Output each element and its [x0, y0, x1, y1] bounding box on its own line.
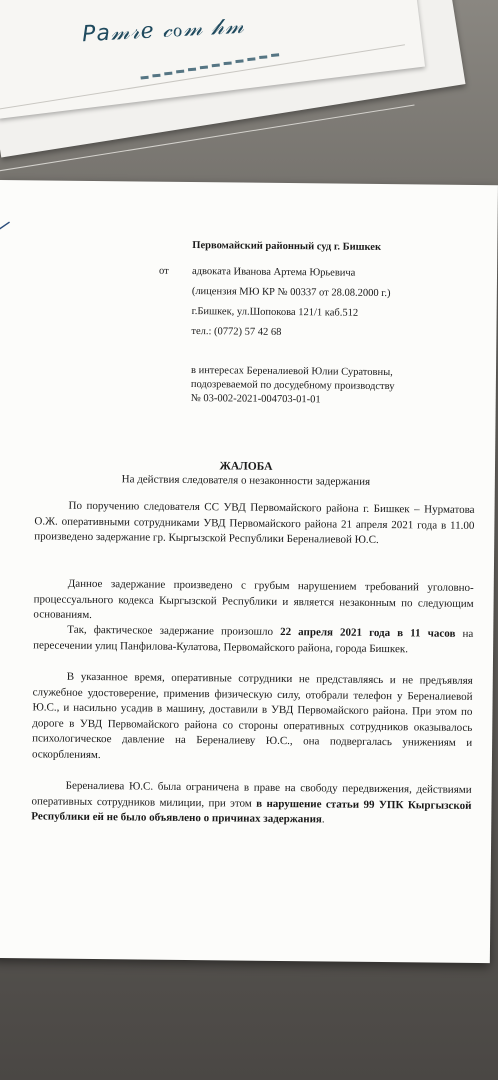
license-info: (лицензия МЮ КР № 00337 от 28.08.2000 г.)	[191, 286, 391, 300]
paragraph-5-reason: ей не было объявлено о причинах задержания	[92, 811, 322, 826]
interest-line-2: подозреваемой по досудебному производству	[190, 379, 395, 393]
paragraph-2: Данное задержание произведено с грубым нарушением требований уголовно-процессуального кодекса Кыргызской Республики и является незаконным по следующим основаниям.	[33, 577, 474, 622]
lawyer-phone: тел.: (0772) 57 42 68	[191, 326, 282, 338]
interest-line-1: в интересах Береналиевой Юлии Суратовны,	[190, 365, 393, 379]
lawyer-address: г.Бишкек, ул.Шопокова 121/1 каб.512	[191, 306, 359, 319]
paragraph-1: По поручению следователя СС УВД Первомайского района г. Бишкек – Нурматова О.Ж. оперативными сотрудниками УВД Первомайского района 21 апреля 2021 года в 11.00 произведено задержание гр. Кыргызской Республики Береналиевой Ю.С.	[34, 499, 475, 547]
pen-mark	[0, 220, 12, 230]
case-number: № 03-002-2021-004703-01-01	[190, 393, 321, 406]
paragraph-3	[33, 622, 473, 658]
lawyer-name: адвоката Иванова Артема Юрьевича	[191, 266, 356, 279]
complaint-document	[0, 180, 498, 963]
from-label: от	[158, 265, 169, 277]
paragraph-5-text-a: Береналиева Ю.С. была ограничена в праве на свободу передвижения, действиями оперативных сотрудников милиции, при этом	[31, 779, 472, 810]
paragraph-3-text-b: на пересечении улиц Панфилова-Кулатова, Первомайского района, города Бишкек.	[33, 627, 474, 655]
handwritten-note: Pa𝓂𝓇ℯ 𝒸ℴ𝓂 𝒽𝓂	[81, 13, 246, 48]
paragraph-5-end: .	[321, 813, 325, 826]
paragraph-3-text-a: Так, фактическое задержание произошло	[67, 623, 281, 638]
document-subtitle: На действия следователя о незаконности задержания	[121, 473, 371, 488]
court-name: Первомайский районный суд г. Бишкек	[192, 240, 382, 253]
paragraph-3-date: 22 апреля 2021 года в 11 часов	[280, 625, 456, 640]
paragraph-5-violation: в нарушение статьи 99 УПК Кыргызской Республики	[31, 797, 472, 824]
document-title: ЖАЛОБА	[219, 460, 273, 473]
paragraph-4: В указанное время, оперативные сотрудники не представляясь и не предъявляя служебное удостоверение, применив физическую силу, отобрали телефон у Береналиевой Ю.С., и насильно усадив в машину, доставили в УВД Первомайского района. При этом по дороге в УВД Первомайского района со стороны оперативных сотрудников оказывалось психологическое давление на Береналиеву Ю.С., она подвергалась унижениям и оскорблениям.	[31, 670, 473, 762]
paragraph-5	[31, 778, 471, 829]
